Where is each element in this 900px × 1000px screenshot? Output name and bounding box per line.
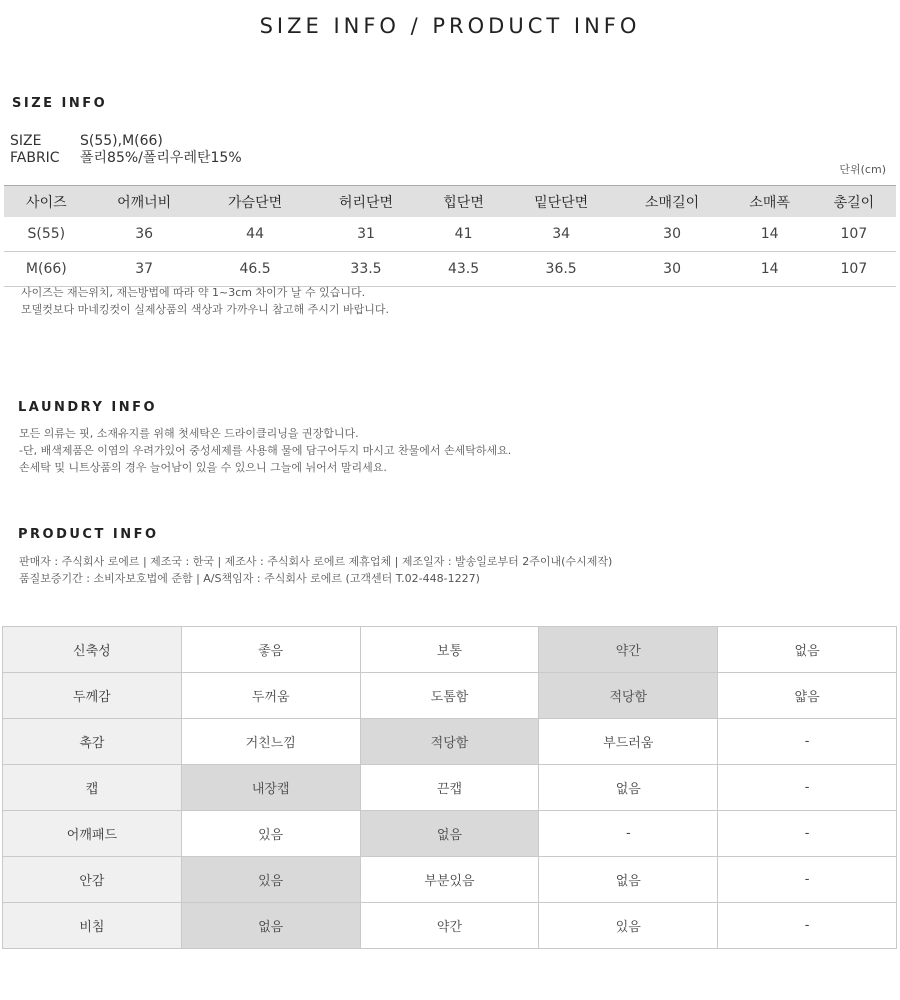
attribute-label: 캡 bbox=[3, 765, 182, 811]
attribute-row bbox=[3, 719, 897, 765]
laundry-info-heading: LAUNDRY INFO bbox=[18, 400, 158, 415]
attribute-row bbox=[3, 765, 897, 811]
table-cell: 14 bbox=[728, 252, 812, 287]
table-cell: 31 bbox=[311, 217, 422, 252]
header-cell: 소매폭 bbox=[728, 186, 812, 218]
attribute-option-selected: 약간 bbox=[539, 627, 718, 673]
attribute-label: 비침 bbox=[3, 903, 182, 949]
attribute-option: 있음 bbox=[181, 811, 360, 857]
attribute-option: 좋음 bbox=[181, 627, 360, 673]
table-cell: 43.5 bbox=[421, 252, 505, 287]
size-fabric-meta bbox=[10, 133, 242, 167]
header-cell: 밑단단면 bbox=[506, 186, 617, 218]
table-cell: 44 bbox=[200, 217, 311, 252]
attribute-option: 약간 bbox=[360, 903, 539, 949]
note-line: 모델컷보다 마네킹컷이 실제상품의 색상과 가까우니 참고해 주시기 바랍니다. bbox=[21, 303, 390, 316]
table-cell: 46.5 bbox=[200, 252, 311, 287]
size-notes bbox=[21, 284, 389, 318]
attribute-option: 거친느낌 bbox=[181, 719, 360, 765]
attribute-option: - bbox=[718, 811, 897, 857]
header-cell: 가슴단면 bbox=[200, 186, 311, 218]
table-cell: S(55) bbox=[4, 217, 89, 252]
page-title: SIZE INFO / PRODUCT INFO bbox=[259, 14, 641, 38]
product-line: 품질보증기간 : 소비자보호법에 준함 | A/S책임자 : 주식회사 로에르 (고객센터 T.02-448-1227) bbox=[19, 572, 480, 585]
attribute-option-selected: 내장캡 bbox=[181, 765, 360, 811]
laundry-line: -단, 배색제품은 이염의 우려가있어 중성세제를 사용해 물에 담구어두지 마시고 찬물에서 손세탁하세요. bbox=[19, 444, 512, 457]
table-cell: 37 bbox=[89, 252, 200, 287]
attribute-option-selected: 없음 bbox=[181, 903, 360, 949]
table-cell: 36 bbox=[89, 217, 200, 252]
table-cell: 107 bbox=[812, 252, 896, 287]
attribute-option: 두꺼움 bbox=[181, 673, 360, 719]
attribute-option: 없음 bbox=[539, 765, 718, 811]
attribute-label: 촉감 bbox=[3, 719, 182, 765]
header-cell: 총길이 bbox=[812, 186, 896, 218]
attribute-option: - bbox=[718, 903, 897, 949]
attribute-option-selected: 없음 bbox=[360, 811, 539, 857]
product-notes bbox=[19, 553, 612, 587]
attribute-label: 어깨패드 bbox=[3, 811, 182, 857]
attribute-option-selected: 있음 bbox=[181, 857, 360, 903]
table-cell: 14 bbox=[728, 217, 812, 252]
size-key: SIZE bbox=[10, 133, 42, 149]
attribute-option: 부분있음 bbox=[360, 857, 539, 903]
fabric-key: FABRIC bbox=[10, 150, 60, 166]
table-cell: 34 bbox=[506, 217, 617, 252]
attribute-option: - bbox=[718, 719, 897, 765]
attribute-label: 두께감 bbox=[3, 673, 182, 719]
attribute-option: 얇음 bbox=[718, 673, 897, 719]
attribute-option: - bbox=[718, 857, 897, 903]
attribute-row bbox=[3, 811, 897, 857]
attribute-option: 있음 bbox=[539, 903, 718, 949]
attribute-option-selected: 적당함 bbox=[360, 719, 539, 765]
table-cell: 30 bbox=[617, 252, 728, 287]
laundry-notes bbox=[19, 425, 511, 476]
laundry-line: 모든 의류는 핏, 소재유지를 위해 첫세탁은 드라이클리닝을 권장합니다. bbox=[19, 427, 359, 440]
table-cell: M(66) bbox=[4, 252, 89, 287]
attribute-row bbox=[3, 673, 897, 719]
attribute-option: 도톰함 bbox=[360, 673, 539, 719]
attribute-row bbox=[3, 903, 897, 949]
attribute-label: 안감 bbox=[3, 857, 182, 903]
attribute-option: 없음 bbox=[718, 627, 897, 673]
product-info-heading: PRODUCT INFO bbox=[18, 527, 159, 542]
attribute-option: - bbox=[539, 811, 718, 857]
header-cell: 사이즈 bbox=[4, 186, 89, 218]
table-cell: 30 bbox=[617, 217, 728, 252]
table-cell: 36.5 bbox=[506, 252, 617, 287]
attribute-option: 보통 bbox=[360, 627, 539, 673]
attribute-row bbox=[3, 627, 897, 673]
table-cell: 107 bbox=[812, 217, 896, 252]
attribute-option: 끈캡 bbox=[360, 765, 539, 811]
header-cell: 허리단면 bbox=[311, 186, 422, 218]
laundry-line: 손세탁 및 니트상품의 경우 늘어남이 있을 수 있으니 그늘에 뉘어서 말리세요. bbox=[19, 461, 387, 474]
attribute-row bbox=[3, 857, 897, 903]
attribute-option-selected: 적당함 bbox=[539, 673, 718, 719]
product-line: 판매자 : 주식회사 로에르 | 제조국 : 한국 | 제조사 : 주식회사 로에르 제휴업체 | 제조일자 : 발송일로부터 2주이내(수시제작) bbox=[19, 555, 613, 568]
attribute-label: 신축성 bbox=[3, 627, 182, 673]
attribute-option: - bbox=[718, 765, 897, 811]
size-info-heading: SIZE INFO bbox=[12, 96, 108, 111]
table-row bbox=[4, 217, 896, 252]
fabric-value: 폴리85%/폴리우레탄15% bbox=[80, 150, 242, 166]
size-table-header-row bbox=[4, 186, 896, 218]
size-table bbox=[4, 185, 896, 287]
header-cell: 어깨너비 bbox=[89, 186, 200, 218]
note-line: 사이즈는 재는위치, 재는방법에 따라 약 1~3cm 차이가 날 수 있습니다. bbox=[21, 286, 366, 299]
header-cell: 소매길이 bbox=[617, 186, 728, 218]
attribute-option: 부드러움 bbox=[539, 719, 718, 765]
header-cell: 힙단면 bbox=[421, 186, 505, 218]
unit-label: 단위(cm) bbox=[839, 163, 886, 176]
table-row bbox=[4, 252, 896, 287]
attribute-grid bbox=[2, 626, 897, 949]
size-value: S(55),M(66) bbox=[80, 133, 163, 149]
table-cell: 41 bbox=[421, 217, 505, 252]
attribute-option: 없음 bbox=[539, 857, 718, 903]
table-cell: 33.5 bbox=[311, 252, 422, 287]
